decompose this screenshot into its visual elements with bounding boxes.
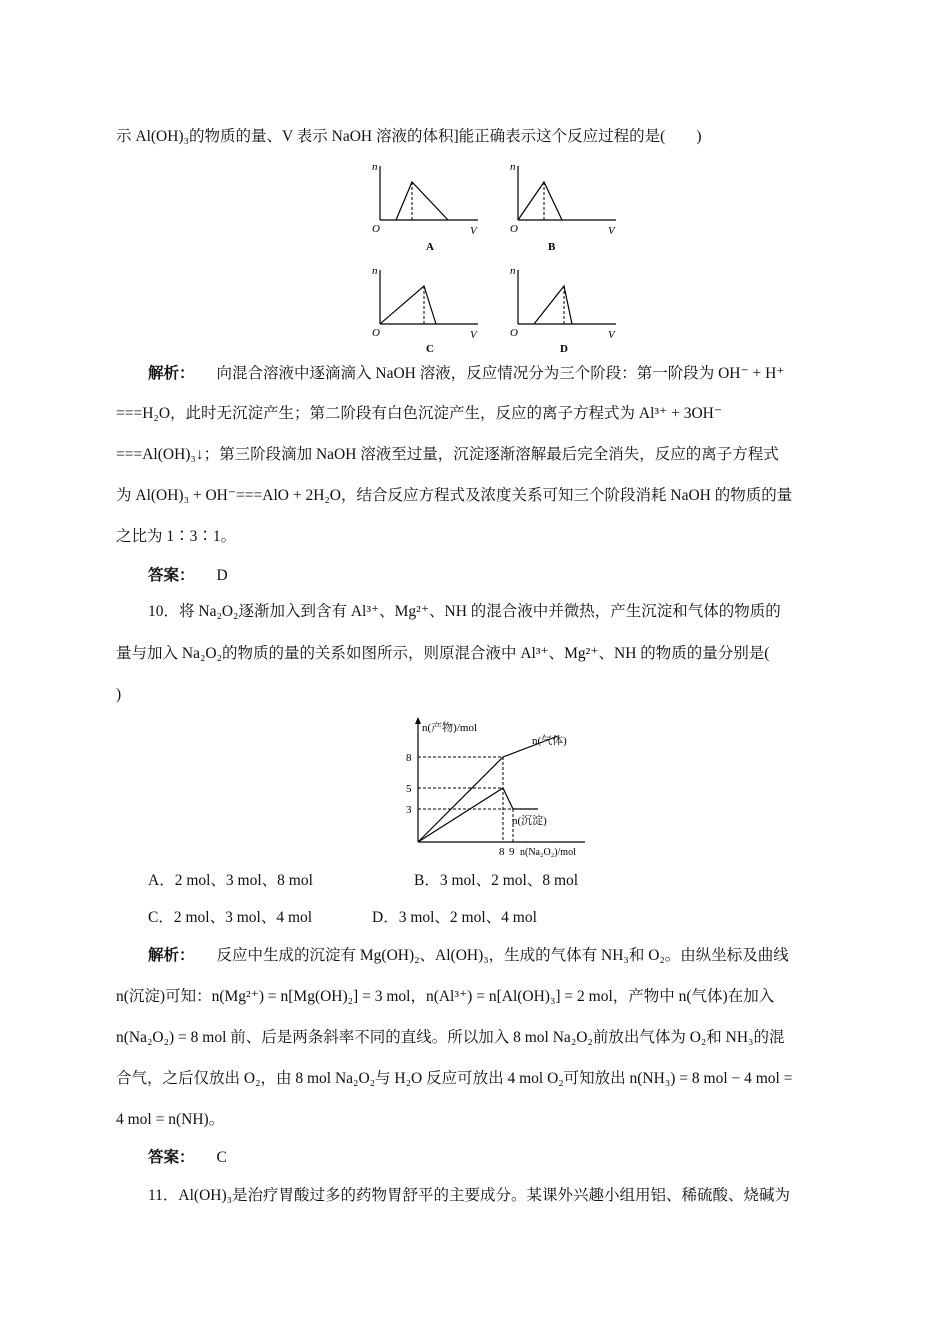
- q10-option-a: A．2 mol、3 mol、8 mol: [148, 872, 313, 889]
- gas-label: n(气体): [532, 735, 567, 747]
- origin-label: O: [510, 327, 518, 339]
- chart-x-axis-label: n(Na₂O₂)/mol: [520, 847, 576, 858]
- q9-answer-label: 答案：: [148, 567, 195, 584]
- origin-label: O: [372, 327, 380, 339]
- q9-analysis-line-2: ===H₂O，此时无沉淀产生；第二阶段有白色沉淀产生，反应的离子方程式为 Al³⁺ + 3OH⁻: [116, 405, 723, 422]
- q10-stem-line-1: 10．将 Na₂O₂逐渐加入到含有 Al³⁺、Mg²⁺、NH 的混合液中并微热，产生沉淀和气体的物质的: [148, 603, 781, 620]
- axis-y-label: n: [372, 161, 378, 173]
- axis-y-label: n: [510, 265, 516, 277]
- axis-y-label: n: [372, 265, 378, 277]
- q9-answer: [148, 564, 878, 588]
- x-tick-8: 8: [499, 846, 505, 858]
- q10-answer: [148, 1146, 878, 1170]
- q10-analysis-label: 解析：: [148, 947, 195, 964]
- chart-y-axis-label: n(产物)/mol: [422, 722, 477, 734]
- q9-graphs: [360, 160, 680, 360]
- graph-c: [372, 265, 478, 355]
- q10-stem-line-2: 量与加入 Na₂O₂的物质的量的关系如图所示，则原混合液中 Al³⁺、Mg²⁺、NH 的物质的量分别是(: [116, 645, 770, 662]
- axis-x-label: V: [470, 329, 477, 341]
- origin-label: O: [372, 223, 380, 235]
- origin-label: O: [510, 223, 518, 235]
- q10-analysis-line-3: n(Na₂O₂) = 8 mol 前、后是两条斜率不同的直线。所以加入 8 mol Na₂O₂前放出气体为 O₂和 NH₃的混: [116, 1029, 785, 1046]
- y-tick-3: 3: [406, 804, 412, 816]
- q9-analysis-line-1: 解析： 向混合溶液中逐滴滴入 NaOH 溶液，反应情况分为三个阶段：第一阶段为 OH⁻ + H⁺: [148, 365, 785, 382]
- q10-chart: [400, 714, 600, 859]
- axis-x-label: V: [470, 225, 477, 237]
- graph-d: [510, 265, 616, 355]
- axis-x-label: V: [608, 225, 615, 237]
- q10-analysis-line-2: n(沉淀)可知：n(Mg²⁺) = n[Mg(OH)₂] = 3 mol，n(Al³⁺) = n[Al(OH)₃] = 2 mol，产物中 n(气体)在加入: [116, 988, 775, 1005]
- graph-a: [372, 161, 478, 253]
- q11-stem: 11．Al(OH)₃是治疗胃酸过多的药物胃舒平的主要成分。某课外兴趣小组用铝、稀硫酸、烧碱为: [148, 1187, 791, 1204]
- graph-b-label: B: [548, 241, 556, 253]
- q9-stem-tail: 示 Al(OH)₃的物质的量、V 表示 NaOH 溶液的体积]能正确表示这个反应过程的是( ): [116, 128, 702, 145]
- axis-x-label: V: [608, 329, 615, 341]
- y-tick-8: 8: [406, 752, 412, 764]
- q10-analysis-line-4: 合气，之后仅放出 O₂，由 8 mol Na₂O₂与 H₂O 反应可放出 4 mol O₂可知放出 n(NH₃) = 8 mol − 4 mol =: [116, 1070, 793, 1087]
- q10-answer-value: C: [216, 1149, 227, 1166]
- q10-stem-line-3: ): [116, 686, 122, 703]
- graph-a-label: A: [426, 241, 434, 253]
- q10-answer-label: 答案：: [148, 1149, 195, 1166]
- q9-analysis-line-3: ===Al(OH)₃↓；第三阶段滴加 NaOH 溶液至过量，沉淀逐渐溶解最后完全消失，反应的离子方程式: [116, 446, 779, 463]
- graph-b: [510, 161, 616, 253]
- q10-analysis-line-5: 4 mol = n(NH)。: [116, 1111, 225, 1128]
- axis-y-label: n: [510, 161, 516, 173]
- q10-analysis-line-1: 解析： 反应中生成的沉淀有 Mg(OH)₂、Al(OH)₃，生成的气体有 NH₃和 O₂。由纵坐标及曲线: [148, 947, 789, 964]
- precipitate-label: n(沉淀): [512, 815, 547, 827]
- q10-option-d: D．3 mol、2 mol、4 mol: [372, 909, 537, 926]
- q10-option-c: C．2 mol、3 mol、4 mol: [148, 909, 313, 926]
- q9-analysis-line-5: 之比为 1∶3∶1。: [116, 528, 237, 545]
- x-tick-9: 9: [509, 846, 515, 858]
- graph-d-label: D: [560, 343, 568, 355]
- q9-analysis-label: 解析：: [148, 365, 195, 382]
- graph-c-label: C: [426, 343, 434, 355]
- q10-option-b: B．3 mol、2 mol、8 mol: [414, 872, 579, 889]
- q9-analysis-line-4: 为 Al(OH)₃ + OH⁻===AlO + 2H₂O，结合反应方程式及浓度关系可知三个阶段消耗 NaOH 的物质的量: [116, 487, 793, 504]
- q9-answer-value: D: [216, 567, 228, 584]
- y-tick-5: 5: [406, 783, 412, 795]
